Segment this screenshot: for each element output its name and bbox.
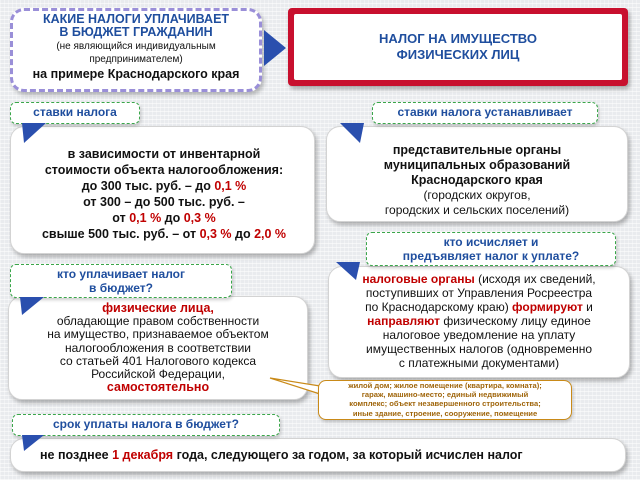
- who-pays-line-6: Российской Федерации,: [91, 367, 225, 382]
- set-by-line-2: муниципальных образований: [383, 158, 571, 172]
- who-pays-line-5: со статьей 401 Налогового кодекса: [59, 353, 257, 368]
- set-by-tab-pointer-icon: [340, 123, 364, 143]
- who-pays-line-1: физические лица,: [102, 301, 214, 315]
- deadline-tab-pointer-icon: [22, 435, 44, 451]
- rates-content: [14, 146, 314, 242]
- header-right-inner: [294, 14, 622, 80]
- rates-tab-pointer-icon: [22, 123, 46, 143]
- header-left-note-2: предпринимателем): [89, 54, 183, 65]
- calculates-line-2: поступивших от Управления Росреестра: [365, 286, 593, 300]
- calculates-line-4: направляют физическому лицу единое: [367, 314, 591, 328]
- calculates-content: [328, 272, 630, 370]
- header-left-title-2: В БЮДЖЕТ ГРАЖДАНИН: [59, 25, 213, 39]
- header-right-box: [288, 8, 628, 86]
- objects-note-line-1: жилой дом; жилое помещение (квартира, комната);: [348, 381, 542, 390]
- objects-note-pointer-icon: [268, 374, 322, 396]
- who-pays-tab: [10, 264, 232, 298]
- rates-line-6: свыше 500 тыс. руб. – от 0,3 % до 2,0 %: [41, 227, 287, 241]
- calculates-line-1: налоговые органы (исходя их сведений,: [362, 272, 596, 286]
- rates-line-5: от 0,1 % до 0,3 %: [112, 211, 216, 225]
- set-by-content: [326, 143, 628, 218]
- objects-note-line-2: гараж, машино-место; единый недвижимый: [361, 390, 529, 400]
- header-arrow-icon: [264, 30, 286, 66]
- calculates-line-5: налоговое уведомление на уплату: [382, 328, 576, 342]
- calculates-line-3: по Краснодарскому краю) формируют и: [365, 300, 593, 314]
- calculates-line-7: с платежными документами): [398, 356, 560, 370]
- who-pays-tab-line-2: в бюджет?: [89, 281, 153, 295]
- set-by-line-4: (городских округов,: [423, 188, 531, 202]
- rates-line-4: от 300 – до 500 тыс. руб. –: [83, 195, 245, 209]
- rates-line-2: стоимости объекта налогообложения:: [44, 163, 284, 177]
- who-pays-tab-line-1: кто уплачивает налог: [57, 267, 185, 281]
- set-by-line-1: представительные органы: [392, 143, 562, 157]
- calculates-tab: [366, 232, 616, 266]
- deadline-text: не позднее 1 декабря года, следующего за годом, за который исчислен налог: [40, 448, 523, 462]
- header-right-title-1: НАЛОГ НА ИМУЩЕСТВО: [379, 31, 537, 46]
- rates-tab: ставки налога: [10, 102, 140, 124]
- who-pays-line-7: самостоятельно: [106, 380, 210, 395]
- set-by-line-3: Краснодарского края: [411, 173, 543, 187]
- set-by-line-5: городских и сельских поселений): [384, 203, 570, 217]
- header-left-note-1: (не являющийся индивидуальным: [56, 41, 216, 52]
- who-pays-line-4: налогообложения в соответствии: [64, 340, 252, 355]
- rates-line-3: до 300 тыс. руб. – до 0,1 %: [81, 179, 247, 193]
- calculates-tab-line-2: предъявляет налог к уплате?: [402, 249, 580, 263]
- who-pays-line-3: на имущество, признаваемое объектом: [47, 327, 269, 342]
- rates-line-1: в зависимости от инвентарной: [67, 147, 261, 161]
- objects-note-line-4: иные здание, строение, сооружение, помещение: [352, 408, 538, 418]
- header-right-title-2: ФИЗИЧЕСКИХ ЛИЦ: [396, 47, 520, 62]
- who-pays-tab-pointer-icon: [20, 297, 44, 315]
- objects-note-line-3: комплекс; объект незавершенного строительства;: [349, 399, 541, 409]
- objects-note-content: [318, 381, 572, 418]
- set-by-tab: ставки налога устанавливает: [372, 102, 598, 124]
- who-pays-content: [8, 302, 308, 394]
- deadline-tab: срок уплаты налога в бюджет?: [12, 414, 280, 436]
- calculates-tab-pointer-icon: [336, 262, 360, 280]
- who-pays-line-2: обладающие правом собственности: [56, 314, 260, 329]
- calculates-tab-line-1: кто исчисляет и: [443, 235, 539, 249]
- calculates-line-6: имущественных налогов (одновременно: [365, 342, 592, 356]
- header-left-content: [10, 13, 262, 82]
- header-left-title-1: КАКИЕ НАЛОГИ УПЛАЧИВАЕТ: [42, 12, 230, 26]
- header-left-region: на примере Краснодарского края: [32, 67, 240, 81]
